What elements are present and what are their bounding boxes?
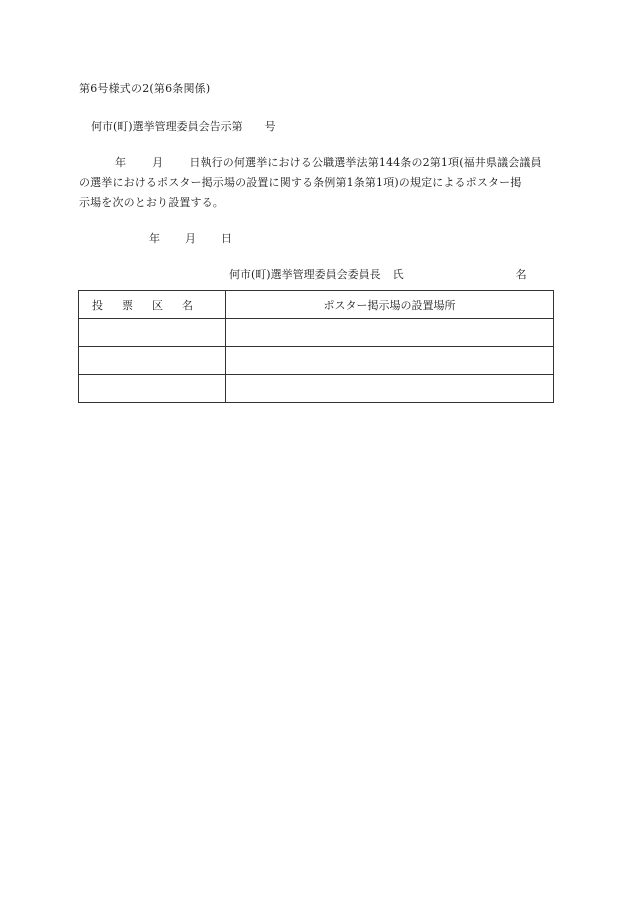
poster-board-table — [78, 290, 554, 403]
installation-location-cell — [226, 347, 554, 375]
body-line3: 示場を次のとおり設置する。 — [79, 196, 224, 209]
body-line2: の選挙におけるポスター掲示場の設置に関する条例第1条第1項)の規定によるポスター掲 — [79, 176, 522, 189]
signature-line — [229, 266, 527, 282]
table-row — [79, 375, 554, 403]
body-line1: 日執行の何選挙における公職選挙法第144条の2第1項(福井県議会議員 — [189, 156, 542, 169]
notice-body — [79, 153, 553, 213]
date-year: 年 — [149, 232, 160, 245]
body-month: 月 — [152, 156, 164, 169]
form-number: 第6号様式の2(第6条関係) — [79, 82, 211, 95]
voting-district-cell — [79, 347, 226, 375]
installation-location-cell — [226, 375, 554, 403]
body-year: 年 — [115, 156, 127, 169]
notice-number-line — [91, 118, 276, 134]
header-installation-location: ポスター掲示場の設置場所 — [226, 291, 554, 319]
table-row — [79, 319, 554, 347]
date-month: 月 — [185, 232, 196, 245]
voting-district-cell — [79, 319, 226, 347]
installation-location-cell — [226, 319, 554, 347]
date-day: 日 — [221, 232, 232, 245]
surname-label: 氏 — [392, 268, 404, 281]
table-header-row — [79, 291, 554, 319]
name-label: 名 — [515, 268, 527, 281]
notice-suffix: 号 — [264, 120, 276, 133]
voting-district-cell — [79, 375, 226, 403]
signature-title: 何市(町)選挙管理委員会委員長 — [229, 268, 381, 281]
date-line — [149, 230, 232, 246]
table-row — [79, 347, 554, 375]
header-voting-district: 投票区名 — [79, 291, 226, 319]
notice-prefix: 何市(町)選挙管理委員会告示第 — [91, 120, 243, 133]
